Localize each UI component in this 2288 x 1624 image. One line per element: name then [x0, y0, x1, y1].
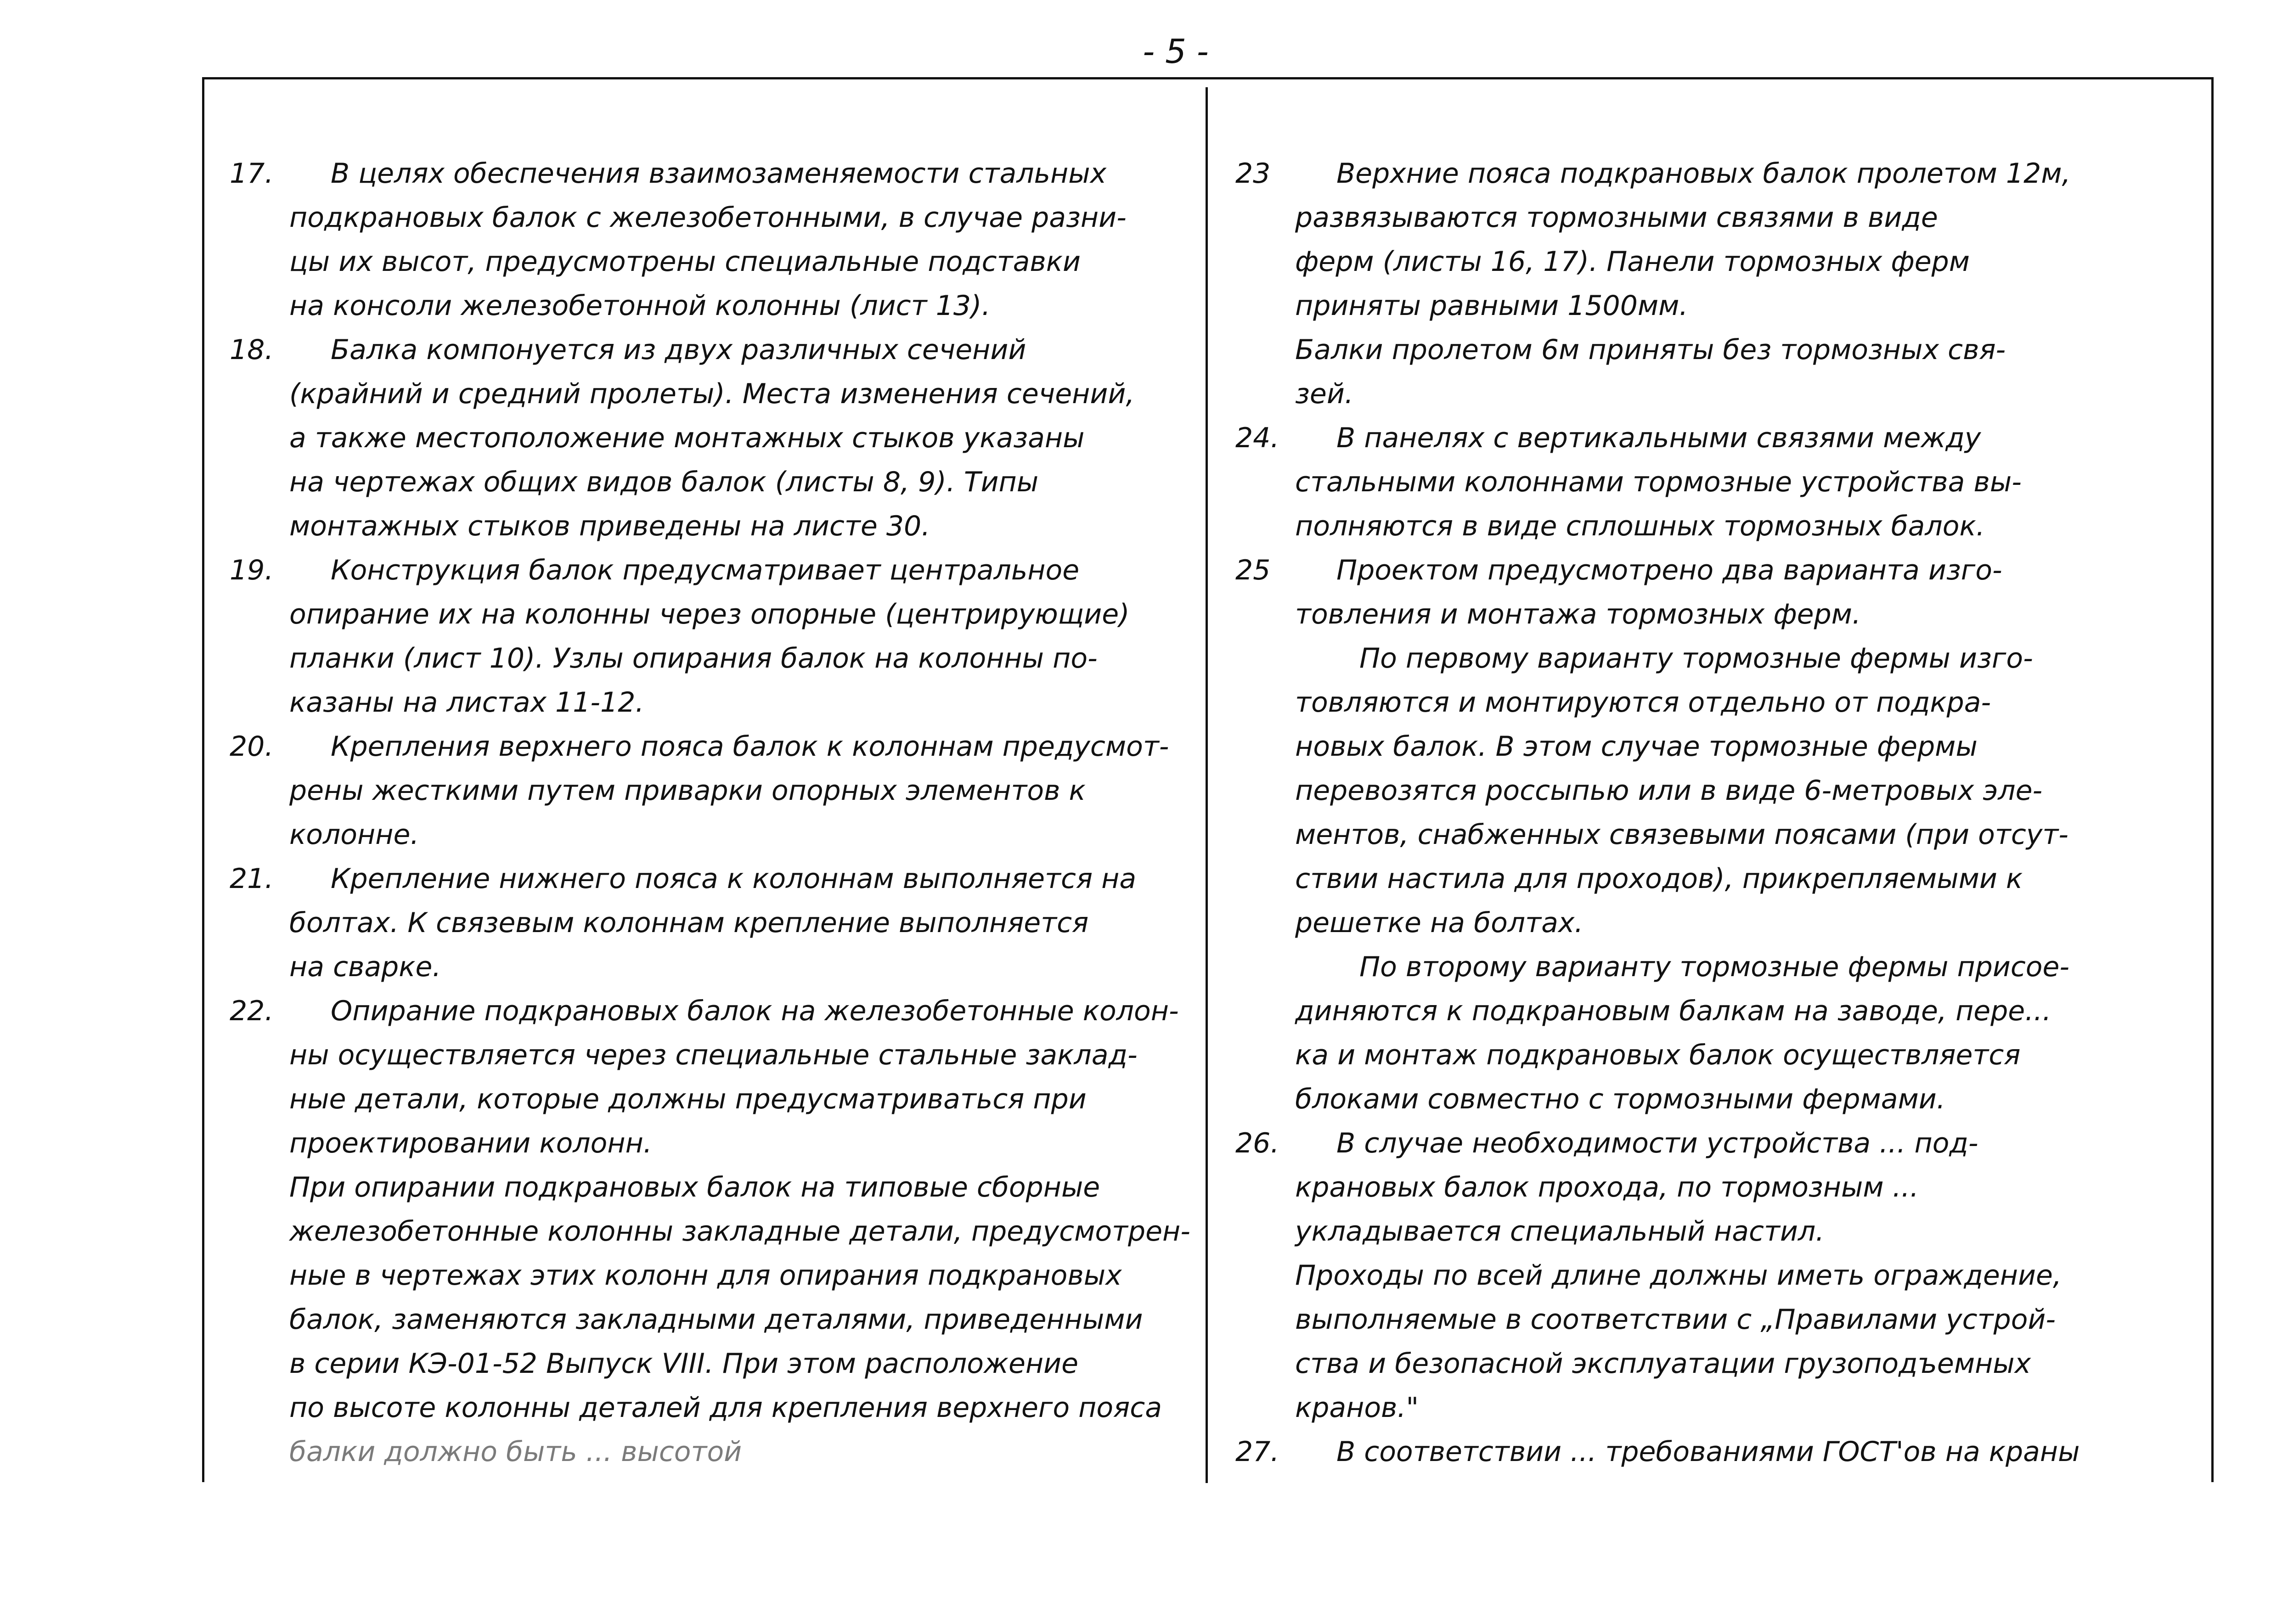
list-item-23: [1235, 152, 2168, 416]
text-line: ферм (листы 16, 17). Панели тормозных ферм: [1295, 246, 1970, 278]
text-line: по высоте колонны деталей для крепления верхнего пояса: [289, 1392, 1162, 1424]
text-line: колонне.: [289, 819, 419, 851]
text-line: опирание их на колонны через опорные (центрирующие): [289, 598, 1130, 630]
text-line: в серии КЭ-01-52 Выпуск VIII. При этом расположение: [289, 1348, 1079, 1380]
text-line: ные в чертежах этих колонн для опирания подкрановых: [289, 1259, 1122, 1292]
item-number: 27.: [1235, 1436, 1279, 1468]
text-line: проектировании колонн.: [289, 1127, 652, 1159]
text-line: подкрановых балок с железобетонными, в случае разни-: [289, 202, 1127, 234]
text-line-faded: балки должно быть ... высотой: [289, 1436, 742, 1468]
text-line: кранов.": [1295, 1392, 1419, 1424]
text-line: Верхние пояса подкрановых балок пролетом 12м,: [1336, 157, 2071, 190]
left-border-line: [202, 77, 204, 1482]
text-line: товления и монтажа тормозных ферм.: [1295, 598, 1861, 630]
text-line: ны осуществляется через специальные стальные заклад-: [289, 1039, 1138, 1071]
list-item-19: [230, 548, 1185, 725]
list-item-26: [1235, 1121, 2168, 1430]
text-line: По первому варианту тормозные фермы изго-: [1359, 642, 2033, 674]
list-item-22: [230, 989, 1190, 1474]
text-line: По второму варианту тормозные фермы присое-: [1359, 951, 2070, 983]
text-line: новых балок. В этом случае тормозные фермы: [1295, 731, 1978, 763]
text-line: на сварке.: [289, 951, 441, 983]
item-number: 26.: [1235, 1127, 1279, 1159]
text-line: ства и безопасной эксплуатации грузоподъемных: [1295, 1348, 2031, 1380]
text-line: В соответствии ... требованиями ГОСТ'ов на краны: [1336, 1436, 2080, 1468]
text-line: При опирании подкрановых балок на типовые сборные: [289, 1171, 1100, 1203]
text-line: казаны на листах 11-12.: [289, 686, 644, 719]
text-line: стальными колоннами тормозные устройства вы-: [1295, 466, 2022, 498]
text-line: блоками совместно с тормозными фермами.: [1295, 1083, 1945, 1115]
text-line: балок, заменяются закладными деталями, приведенными: [289, 1304, 1143, 1336]
text-line: монтажных стыков приведены на листе 30.: [289, 510, 930, 542]
text-line: В целях обеспечения взаимозаменяемости стальных: [331, 157, 1107, 190]
top-border-line: [202, 77, 2214, 79]
text-line: ментов, снабженных связевыми поясами (при отсут-: [1295, 819, 2068, 851]
text-line: а также местоположение монтажных стыков указаны: [289, 422, 1085, 454]
list-item-20: [230, 725, 1185, 857]
text-line: Балки пролетом 6м приняты без тормозных свя-: [1295, 334, 2006, 366]
text-line: полняются в виде сплошных тормозных балок.: [1295, 510, 1985, 542]
text-line: крановых балок прохода, по тормозным ...: [1295, 1171, 1919, 1203]
list-item-18: [230, 328, 1185, 548]
text-line: Конструкция балок предусматривает центральное: [331, 554, 1080, 586]
text-line: выполняемые в соответствии с „Правилами устрой-: [1295, 1304, 2056, 1336]
text-line: В панелях с вертикальными связями между: [1336, 422, 1981, 454]
right-column: [1235, 152, 2168, 1474]
text-line: Проектом предусмотрено два варианта изго-: [1336, 554, 2002, 586]
text-line: на чертежах общих видов балок (листы 8, 9). Типы: [289, 466, 1039, 498]
text-line: развязываются тормозными связями в виде: [1295, 202, 1938, 234]
text-line: железобетонные колонны закладные детали, предусмотрен-: [289, 1215, 1190, 1248]
text-line: диняются к подкрановым балкам на заводе, пере...: [1295, 995, 2051, 1027]
item-number: 20.: [230, 731, 274, 763]
text-line: Крепления верхнего пояса балок к колоннам предусмот-: [331, 731, 1169, 763]
item-number: 22.: [230, 995, 274, 1027]
text-line: Опирание подкрановых балок на железобетонные колон-: [331, 995, 1179, 1027]
text-line: укладывается специальный настил.: [1295, 1215, 1825, 1248]
list-item-17: [230, 152, 1185, 328]
item-number: 23: [1235, 157, 1271, 190]
text-line: (крайний и средний пролеты). Места изменения сечений,: [289, 378, 1135, 410]
text-line: Крепление нижнего пояса к колоннам выполняется на: [331, 863, 1137, 895]
left-column: [230, 152, 1190, 1474]
text-line: болтах. К связевым колоннам крепление выполняется: [289, 907, 1089, 939]
right-border-line: [2211, 77, 2214, 1482]
list-item-21: [230, 857, 1185, 989]
list-item-24: [1235, 416, 2168, 548]
text-line: на консоли железобетонной колонны (лист 13).: [289, 290, 991, 322]
item-number: 25: [1235, 554, 1271, 586]
list-item-25: [1235, 548, 2168, 1121]
item-number: 24.: [1235, 422, 1279, 454]
item-number: 19.: [230, 554, 274, 586]
text-line: решетке на болтах.: [1295, 907, 1584, 939]
text-line: ствии настила для проходов), прикрепляемыми к: [1295, 863, 2023, 895]
text-line: ные детали, которые должны предусматриваться при: [289, 1083, 1087, 1115]
column-divider-line: [1206, 87, 1208, 1483]
text-line: В случае необходимости устройства ... под-: [1336, 1127, 1978, 1159]
item-number: 17.: [230, 157, 274, 190]
text-line: рены жесткими путем приварки опорных элементов к: [289, 775, 1086, 807]
text-line: перевозятся россыпью или в виде 6-метровых эле-: [1295, 775, 2043, 807]
item-number: 18.: [230, 334, 274, 366]
text-line: Проходы по всей длине должны иметь ограждение,: [1295, 1259, 2062, 1292]
text-line: Балка компонуется из двух различных сечений: [331, 334, 1026, 366]
text-line: товляются и монтируются отдельно от подкра-: [1295, 686, 1991, 719]
text-line: ка и монтаж подкрановых балок осуществляется: [1295, 1039, 2021, 1071]
item-number: 21.: [230, 863, 274, 895]
text-line: зей.: [1295, 378, 1353, 410]
page-number: - 5 -: [1143, 32, 1209, 71]
text-line: приняты равными 1500мм.: [1295, 290, 1688, 322]
text-line: планки (лист 10). Узлы опирания балок на колонны по-: [289, 642, 1098, 674]
list-item-27: [1235, 1430, 2168, 1474]
text-line: цы их высот, предусмотрены специальные подставки: [289, 246, 1081, 278]
